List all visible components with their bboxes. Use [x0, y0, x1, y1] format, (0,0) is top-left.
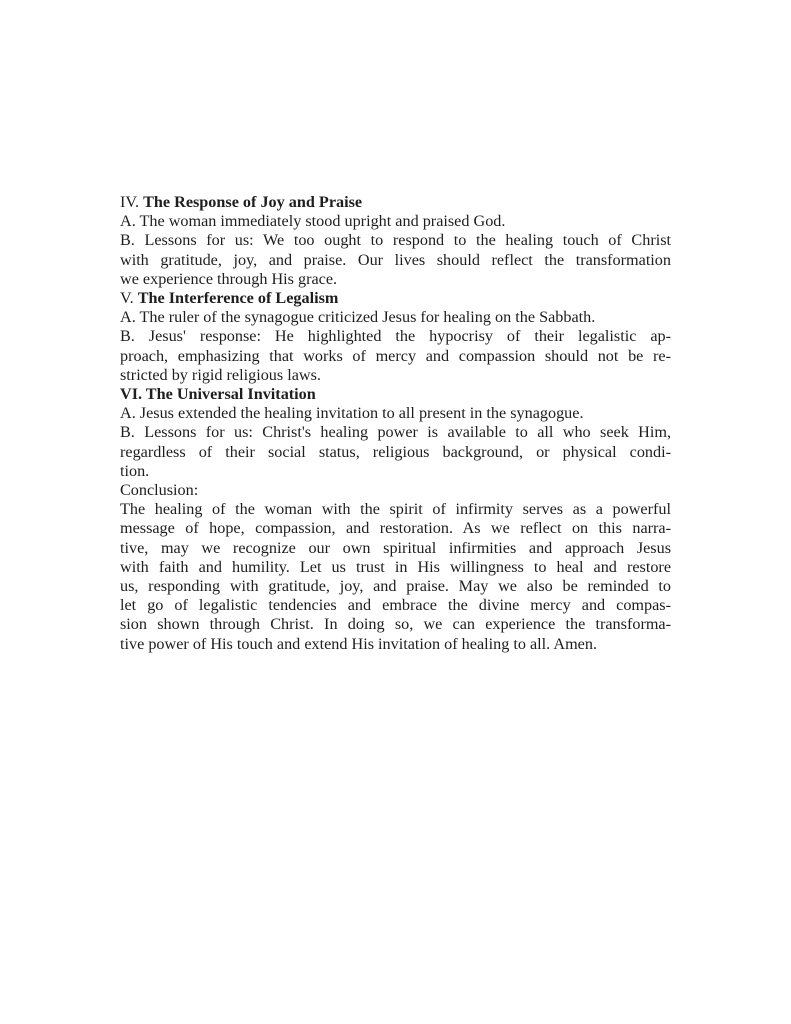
- point-b-line: we experience through His grace.: [120, 269, 338, 288]
- point-b-line: tion.: [120, 461, 150, 480]
- conclusion-line: tive, may we recognize our own spiritual infirmities and approach Jesus: [120, 538, 671, 557]
- section-numeral: IV.: [120, 193, 144, 211]
- point-b-line: B. Lessons for us: We too ought to respond to the healing touch of Christ: [120, 231, 671, 250]
- conclusion-heading: Conclusion:: [120, 481, 199, 500]
- point-a: A. The woman immediately stood upright and praised God.: [120, 212, 506, 231]
- point-b-line: regardless of their social status, religious background, or physical condi-: [120, 442, 671, 461]
- point-a: A. Jesus extended the healing invitation to all present in the synagogue.: [120, 404, 584, 423]
- conclusion: [120, 481, 671, 654]
- point-b-line: B. Jesus' response: He highlighted the hypocrisy of their legalistic ap-: [120, 327, 671, 346]
- section-vi: [120, 385, 671, 481]
- conclusion-line: sion shown through Christ. In doing so, we can experience the transforma-: [120, 615, 671, 634]
- point-b-line: proach, emphasizing that works of mercy and compassion should not be re-: [120, 346, 671, 365]
- section-title: VI. The Universal Invitation: [120, 385, 316, 404]
- point-b-line: B. Lessons for us: Christ's healing power is available to all who seek Him,: [120, 423, 671, 442]
- section-iv: [120, 193, 671, 289]
- conclusion-line: with faith and humility. Let us trust in His willingness to heal and restore: [120, 557, 671, 576]
- conclusion-line: let go of legalistic tendencies and embrace the divine mercy and compas-: [120, 596, 671, 615]
- point-b-line: stricted by rigid religious laws.: [120, 365, 321, 384]
- conclusion-line: us, responding with gratitude, joy, and praise. May we also be reminded to: [120, 577, 671, 596]
- section-heading: [120, 289, 671, 308]
- conclusion-line: The healing of the woman with the spirit of infirmity serves as a powerful: [120, 500, 671, 519]
- document-page: [120, 193, 671, 654]
- section-numeral: V.: [120, 289, 138, 308]
- section-heading: [120, 193, 671, 212]
- point-b-line: with gratitude, joy, and praise. Our lives should reflect the transformation: [120, 250, 671, 269]
- point-a: A. The ruler of the synagogue criticized Jesus for healing on the Sabbath.: [120, 308, 596, 327]
- section-title: The Response of Joy and Praise: [143, 193, 363, 211]
- section-v: [120, 289, 671, 385]
- section-title: The Interference of Legalism: [137, 289, 339, 308]
- conclusion-line: message of hope, compassion, and restoration. As we reflect on this narra-: [120, 519, 671, 538]
- conclusion-line: tive power of His touch and extend His invitation of healing to all. Amen.: [120, 634, 597, 653]
